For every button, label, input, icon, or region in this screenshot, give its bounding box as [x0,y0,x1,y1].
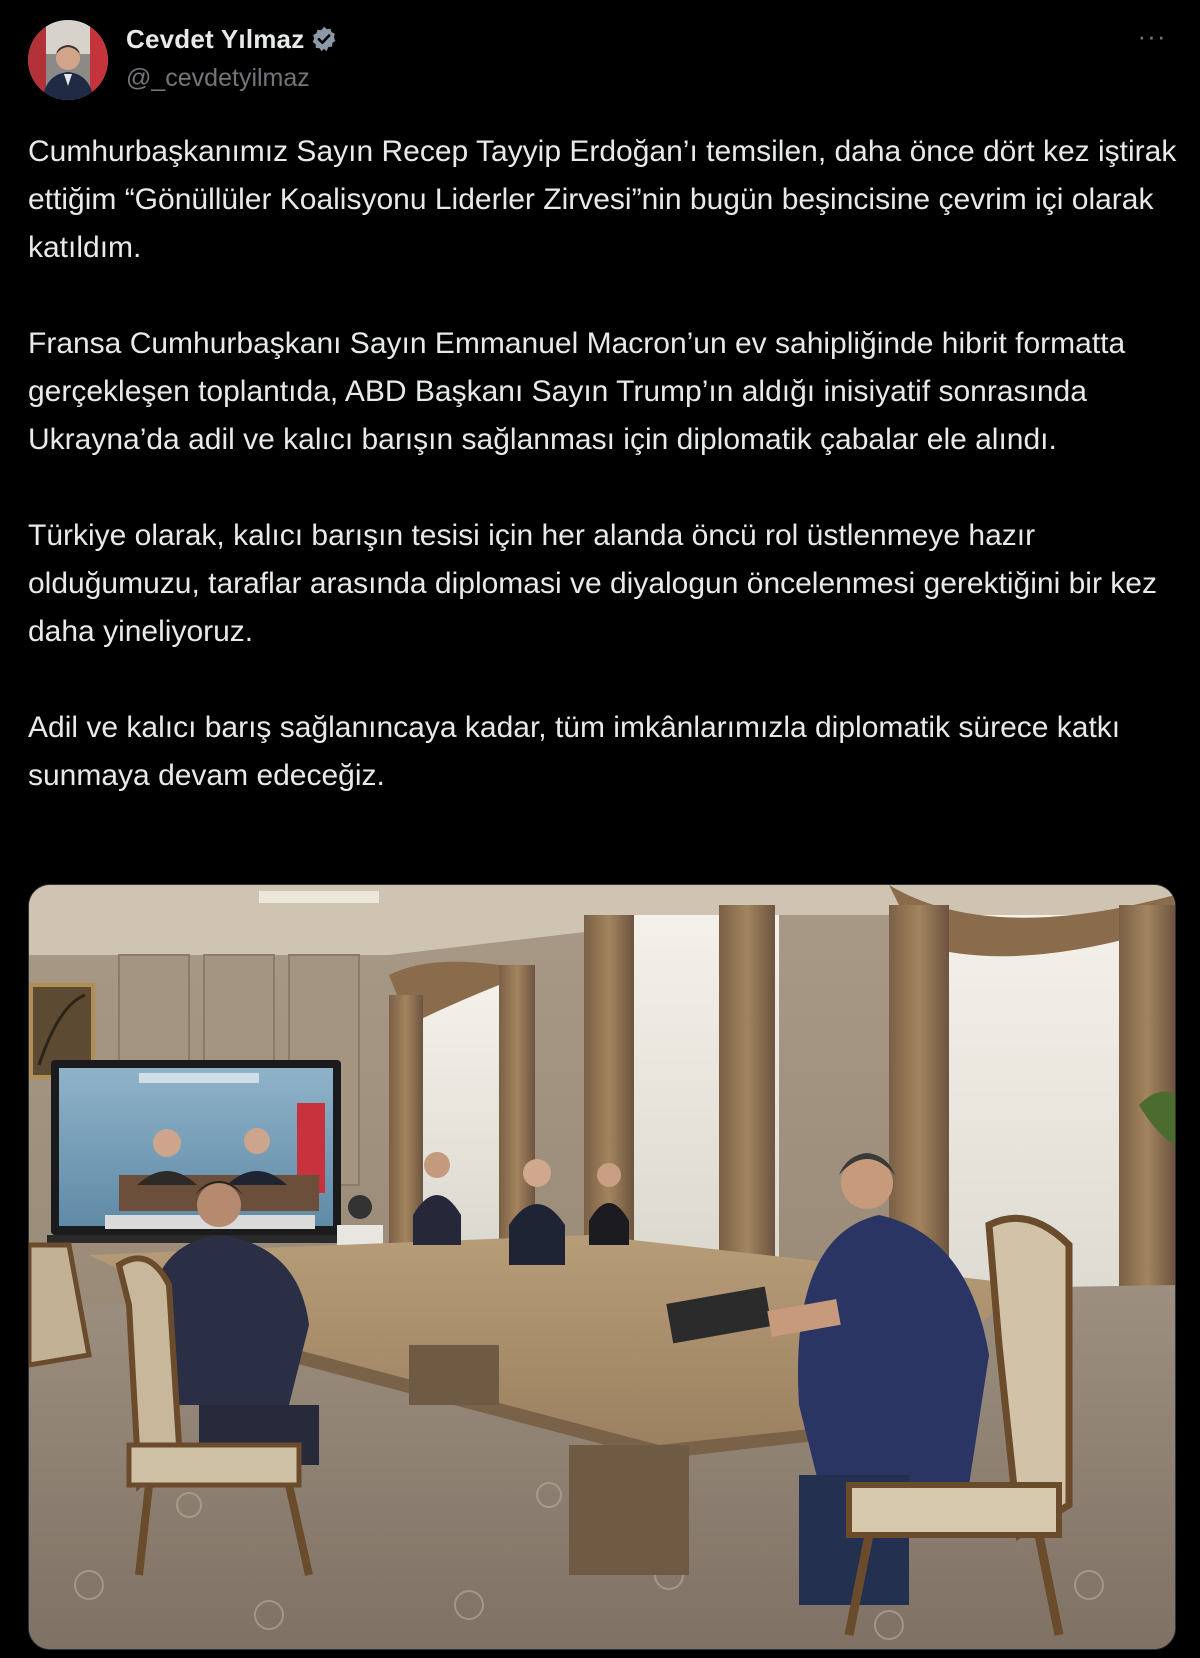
tweet-paragraph: Türkiye olarak, kalıcı barışın tesisi için her alanda öncü rol üstlenmeye hazır olduğumuzu, taraflar arasında diplomasi ve diyalogun öncelenmesi gerektiğini bir kez daha yineliyoruz. [28,519,1157,648]
tweet-header [28,18,1172,102]
handle[interactable]: @_cevdetyilmaz [126,64,310,92]
meeting-room-photo [29,885,1175,1649]
avatar[interactable] [28,20,108,100]
tweet-paragraph: Fransa Cumhurbaşkanı Sayın Emmanuel Macron’un ev sahipliğinde hibrit formatta gerçekleşen toplantıda, ABD Başkanı Sayın Trump’ın aldığı inisiyatif sonrasında Ukrayna’da adil ve kalıcı barışın sağlanması için diplomatik çabalar ele alındı. [28,327,1126,456]
tweet-photo[interactable] [28,884,1176,1650]
tweet-text [28,128,1178,800]
name-row [126,22,338,56]
more-horizontal-icon[interactable]: ··· [1137,21,1167,51]
display-name[interactable]: Cevdet Yılmaz [126,23,305,54]
verified-badge-icon [310,25,338,53]
tweet-paragraph: Adil ve kalıcı barış sağlanıncaya kadar, tüm imkânlarımızla diplomatik sürece katkı sunmaya devam edeceğiz. [28,711,1121,792]
tweet-paragraph: Cumhurbaşkanımız Sayın Recep Tayyip Erdoğan’ı temsilen, daha önce dört kez iştirak ettiğim “Gönüllüler Koalisyonu Liderler Zirvesi”nin bugün beşincisine çevrim içi olarak katıldım. [28,135,1177,264]
